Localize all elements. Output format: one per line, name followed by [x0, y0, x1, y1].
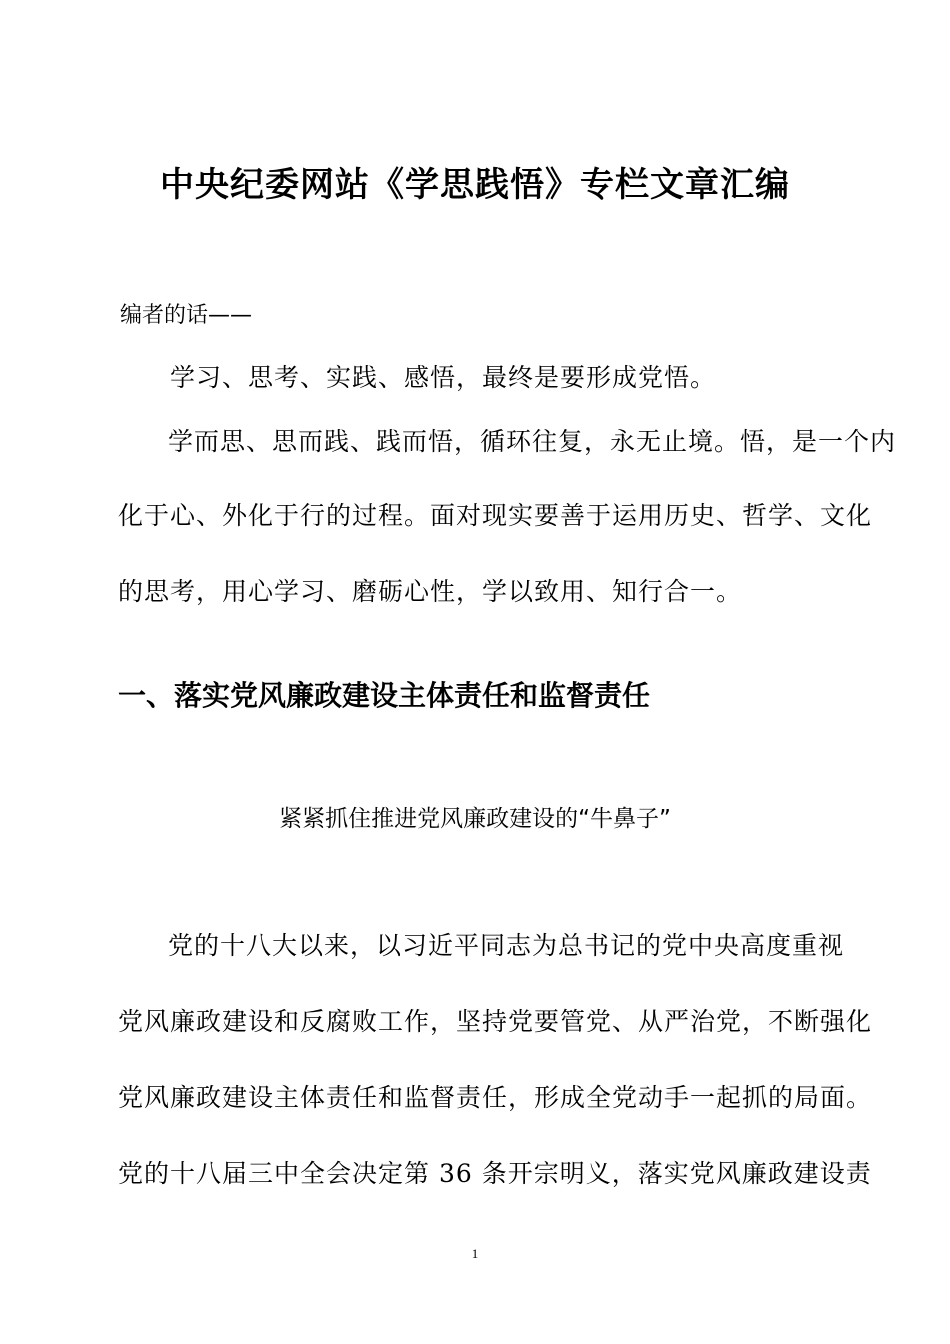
article-line: 党的十八届三中全会决定第 36 条开宗明义，落实党风廉政建设责 [118, 1159, 872, 1188]
editor-note-label: 编者的话—— [120, 303, 253, 328]
document-title: 中央纪委网站《学思践悟》专栏文章汇编 [160, 165, 790, 205]
article-title: 紧紧抓住推进党风廉政建设的“牛鼻子” [279, 806, 671, 832]
article-line: 党风廉政建设主体责任和监督责任，形成全党动手一起抓的局面。 [118, 1083, 873, 1112]
intro-line: 化于心、外化于行的过程。面对现实要善于运用历史、哲学、文化 [118, 501, 873, 530]
intro-line: 的思考，用心学习、磨砺心性，学以致用、知行合一。 [118, 577, 743, 606]
intro-line: 学习、思考、实践、感悟，最终是要形成党悟。 [170, 363, 717, 392]
intro-line: 学而思、思而践、践而悟，循环往复，永无止境。悟，是一个内 [168, 427, 897, 456]
page-number: 1 [471, 1246, 479, 1261]
article-line: 党的十八大以来，以习近平同志为总书记的党中央高度重视 [168, 931, 845, 960]
section-heading: 一、落实党风廉政建设主体责任和监督责任 [118, 679, 651, 712]
article-line: 党风廉政建设和反腐败工作，坚持党要管党、从严治党，不断强化 [118, 1007, 873, 1036]
